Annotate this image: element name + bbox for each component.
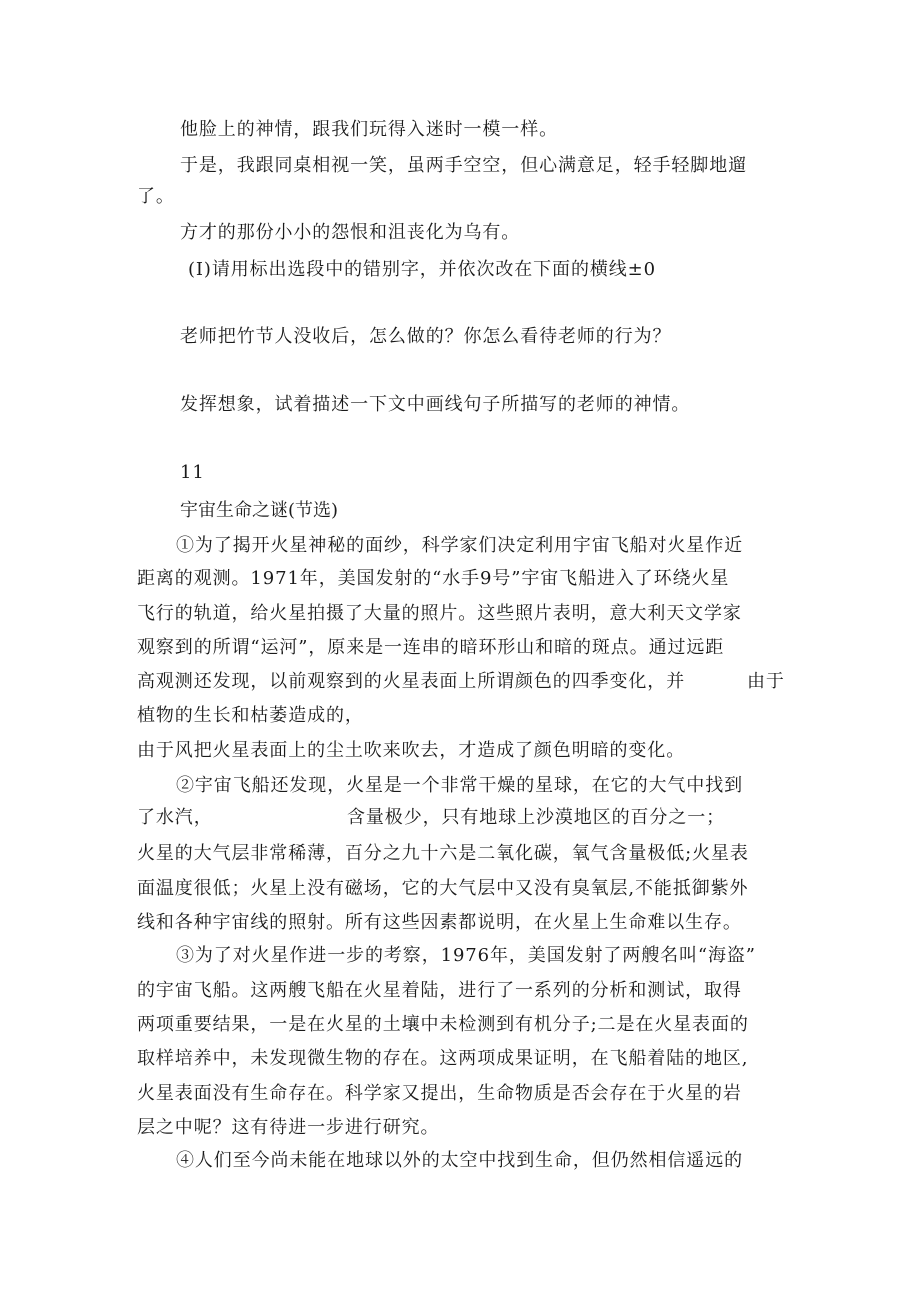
paragraph-3-line: 两项重要结果，一是在火星的土壤中未检测到有机分子;二是在火星表面的	[137, 1014, 749, 1035]
text-line: 于是，我跟同桌相视一笑，虽两手空空，但心满意足，轻手轻脚地遛	[180, 155, 747, 176]
paragraph-1-line: 由于风把火星表面上的尘土吹来吹去，才造成了颜色明暗的变化。	[137, 740, 686, 761]
paragraph-3-line: 的宇宙飞船。这两艘飞船在火星着陆，进行了一系列的分析和测试，取得	[137, 980, 742, 1001]
paragraph-1-line: 观察到的所谓“运河”，原来是一连串的暗环形山和暗的斑点。通过远距	[137, 637, 725, 658]
paragraph-2-line: ②宇宙飞船还发现，火星是一个非常干燥的星球，在它的大气中找到	[176, 775, 743, 796]
paragraph-2-line: 线和各种宇宙线的照射。所有这些因素都说明，在火星上生命难以生存。	[137, 912, 742, 933]
paragraph-3-line: 取样培养中，未发现微生物的存在。这两项成果证明，在飞船着陆的地区,	[137, 1048, 749, 1069]
paragraph-3-line: ③为了对火星作进一步的考察，1976年，美国发射了两艘名叫“海盗”	[176, 945, 756, 966]
paragraph-1-line: 距离的观测。1971年，美国发射的“水手9号”宇宙飞船进入了环绕火星	[137, 568, 730, 589]
text-line: 方才的那份小小的怨恨和沮丧化为乌有。	[180, 222, 521, 243]
question-1: (I)请用标出选段中的错别字，并依次改在下面的横线±0	[188, 259, 656, 280]
passage-title: 宇宙生命之谜(节选)	[180, 500, 339, 521]
paragraph-3-line: 火星表面没有生命存在。科学家又提出，生命物质是否会存在于火星的岩	[137, 1083, 742, 1104]
text-line: 了。	[137, 186, 175, 207]
paragraph-2-line: 面温度很低；火星上没有磁场，它的大气层中又没有臭氧层,不能抵御紫外	[137, 878, 749, 899]
paragraph-1-line: 植物的生长和枯萎造成的，	[137, 705, 364, 726]
paragraph-3-line: 层之中呢？这有待进一步进行研究。	[137, 1117, 440, 1138]
paragraph-1-line: 飞行的轨道，给火星拍摄了大量的照片。这些照片表明，意大利天文学家	[137, 603, 742, 624]
paragraph-2-line: 了水汽，	[137, 807, 213, 828]
paragraph-2-line: 火星的大气层非常稀薄，百分之九十六是二氧化碳，氧气含量极低;火星表	[137, 843, 749, 864]
paragraph-4-line: ④人们至今尚未能在地球以外的太空中找到生命，但仍然相信遥远的	[176, 1150, 743, 1171]
text-line: 他脸上的神情，跟我们玩得入迷时一模一样。	[180, 119, 558, 140]
paragraph-2-line: 含量极少，只有地球上沙漠地区的百分之一；	[347, 807, 725, 828]
question-2: 老师把竹节人没收后，怎么做的？你怎么看待老师的行为？	[180, 326, 672, 347]
paragraph-1-line: 高观测还发现，以前观察到的火星表面上所谓颜色的四季变化，并	[137, 671, 686, 692]
paragraph-1-line: ①为了揭开火星神秘的面纱，科学家们决定利用宇宙飞船对火星作近	[176, 535, 743, 556]
paragraph-1-line-end: 由于	[747, 671, 785, 692]
question-3: 发挥想象，试着描述一下文中画线句子所描写的老师的神情。	[180, 394, 691, 415]
question-number: 11	[180, 462, 205, 483]
